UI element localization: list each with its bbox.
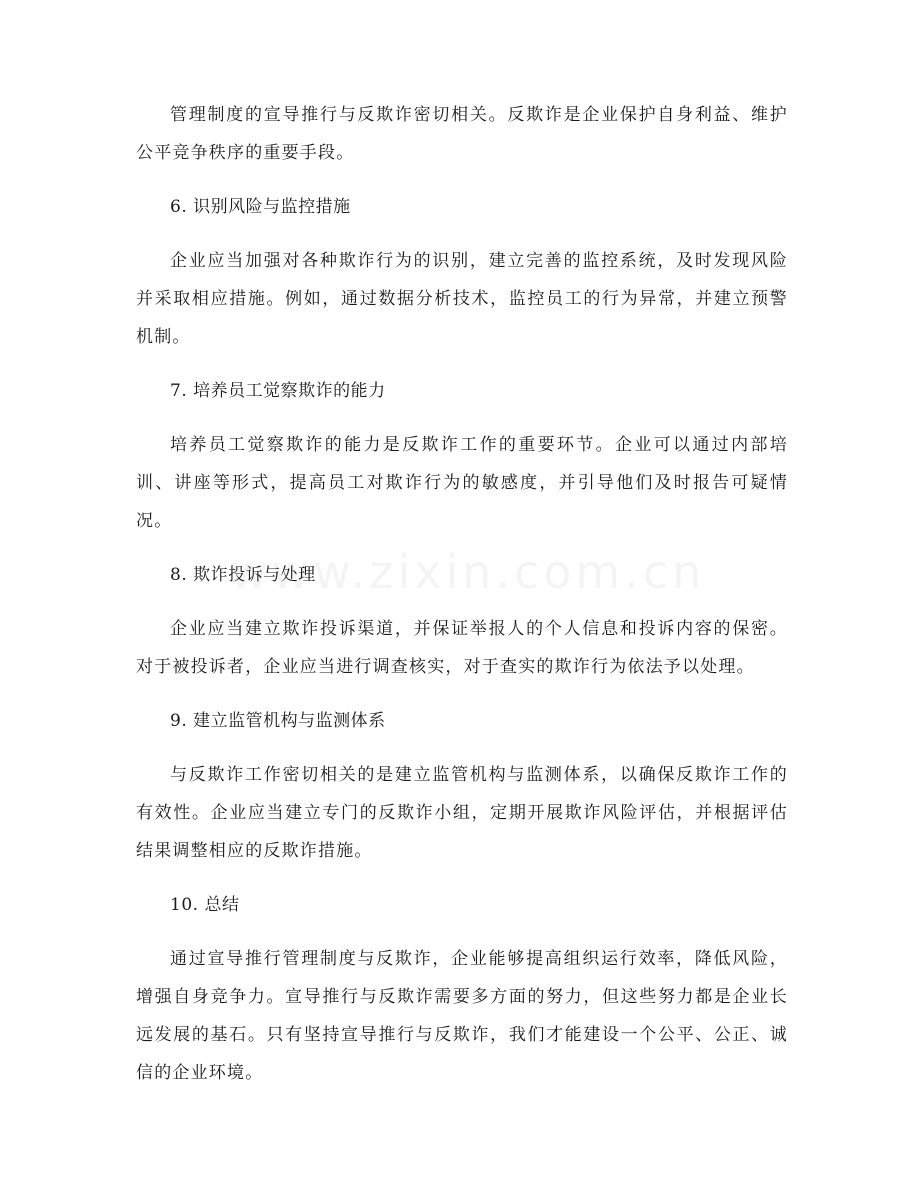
section-heading-8: 8. 欺诈投诉与处理 [170,565,316,585]
paragraph-section-7: 培养员工觉察欺诈的能力是反欺诈工作的重要环节。企业可以通过内部培训、讲座等形式，提高员工对欺诈行为的敏感度，并引导他们及时报告可疑情况。 [136,435,788,531]
paragraph-section-9: 与反欺诈工作密切相关的是建立监管机构与监测体系，以确保反欺诈工作的有效性。企业应当建立专门的反欺诈小组，定期开展欺诈风险评估，并根据评估结果调整相应的反欺诈措施。 [136,765,788,861]
paragraph-intro: 管理制度的宣导推行与反欺诈密切相关。反欺诈是企业保护自身利益、维护公平竞争秩序的重要手段。 [136,105,788,163]
section-heading-10: 10. 总结 [170,895,240,915]
paragraph-section-6: 企业应当加强对各种欺诈行为的识别，建立完善的监控系统，及时发现风险并采取相应措施。例如，通过数据分析技术，监控员工的行为异常，并建立预警机制。 [136,251,788,347]
section-heading-9: 9. 建立监管机构与监测体系 [170,711,386,731]
paragraph-section-8: 企业应当建立欺诈投诉渠道，并保证举报人的个人信息和投诉内容的保密。对于被投诉者，企业应当进行调查核实，对于查实的欺诈行为依法予以处理。 [136,619,788,677]
section-heading-7: 7. 培养员工觉察欺诈的能力 [170,381,386,401]
document-body [136,96,788,1092]
paragraph-section-10: 通过宣导推行管理制度与反欺诈，企业能够提高组织运行效率，降低风险，增强自身竞争力。宣导推行与反欺诈需要多方面的努力，但这些努力都是企业长远发展的基石。只有坚持宣导推行与反欺诈，我们才能建设一个公平、公正、诚信的企业环境。 [136,949,788,1083]
section-heading-6: 6. 识别风险与监控措施 [170,197,351,217]
